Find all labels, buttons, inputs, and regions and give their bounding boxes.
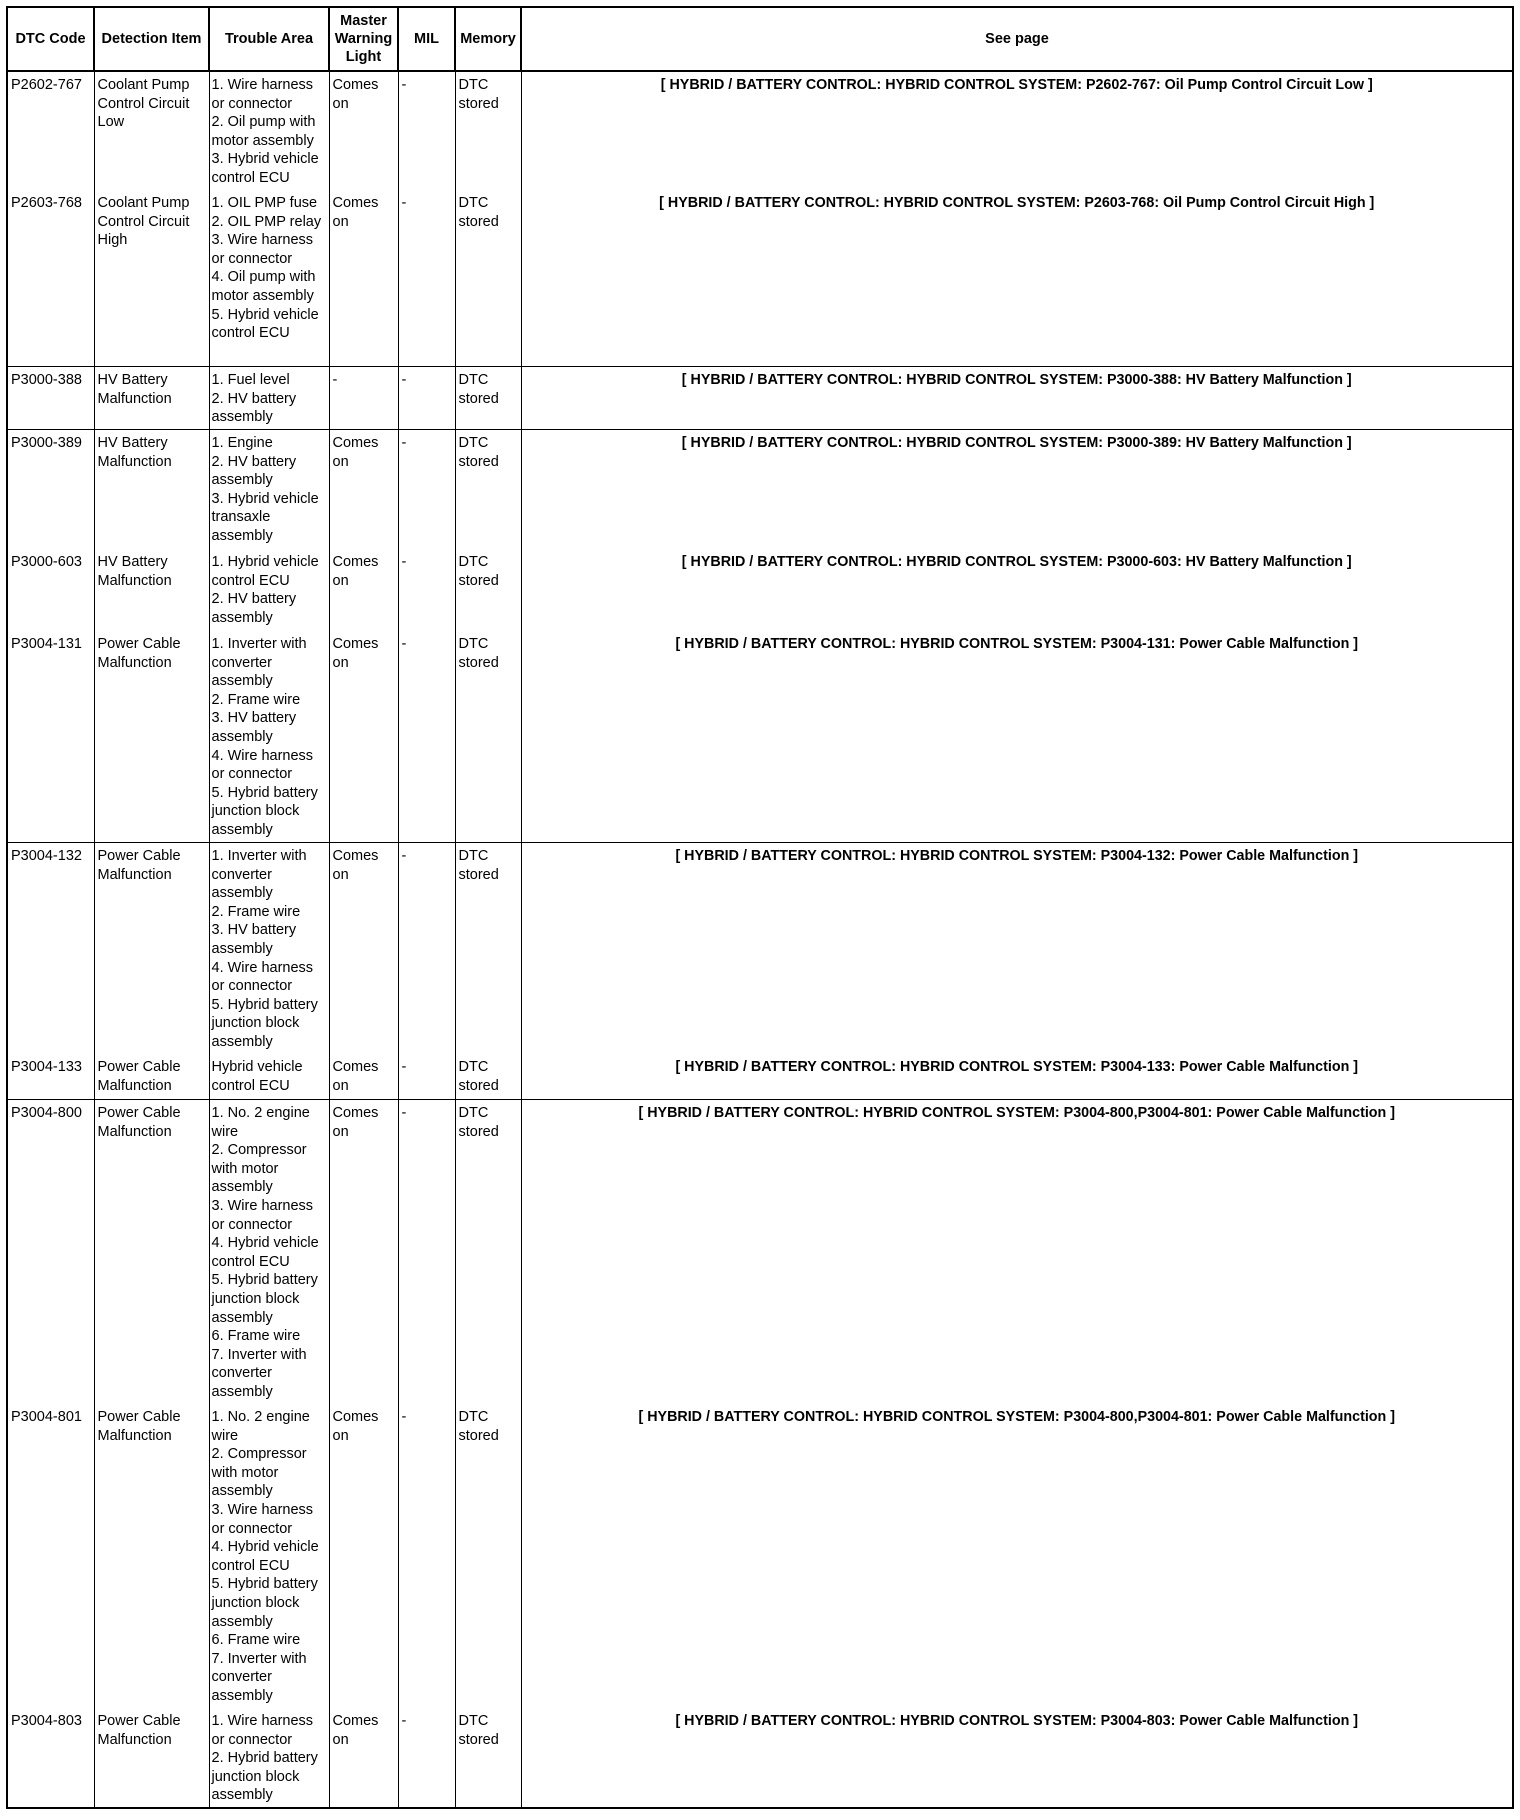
table-row xyxy=(7,1054,1513,1100)
master-warning-light-cell: Comes on xyxy=(329,1708,398,1808)
memory-cell: DTC stored xyxy=(455,71,521,190)
table-row xyxy=(7,631,1513,843)
trouble-area-cell: 1. Hybrid vehicle control ECU 2. HV battery assembly xyxy=(209,549,329,631)
trouble-area-cell: 1. Engine 2. HV battery assembly 3. Hybrid vehicle transaxle assembly xyxy=(209,430,329,550)
master-warning-light-cell: Comes on xyxy=(329,1054,398,1100)
table-row xyxy=(7,190,1513,367)
table-row xyxy=(7,1404,1513,1708)
dtc-code-cell: P2603-768 xyxy=(7,190,94,367)
see-page-link[interactable]: [ HYBRID / BATTERY CONTROL: HYBRID CONTROL SYSTEM: P3004-132: Power Cable Malfunction ] xyxy=(521,843,1513,1055)
header-trouble-area: Trouble Area xyxy=(209,7,329,71)
master-warning-light-cell: Comes on xyxy=(329,1100,398,1405)
mil-cell: - xyxy=(398,1054,455,1100)
detection-item-cell: Power Cable Malfunction xyxy=(94,843,209,1055)
memory-cell: DTC stored xyxy=(455,367,521,430)
master-warning-light-cell: Comes on xyxy=(329,843,398,1055)
table-row xyxy=(7,843,1513,1055)
see-page-link[interactable]: [ HYBRID / BATTERY CONTROL: HYBRID CONTROL SYSTEM: P3000-389: HV Battery Malfunction ] xyxy=(521,430,1513,550)
mil-cell: - xyxy=(398,631,455,843)
master-warning-light-cell: Comes on xyxy=(329,549,398,631)
table-row xyxy=(7,549,1513,631)
dtc-code-cell: P3004-801 xyxy=(7,1404,94,1708)
memory-cell: DTC stored xyxy=(455,843,521,1055)
master-warning-light-cell: - xyxy=(329,367,398,430)
header-row xyxy=(7,7,1513,71)
memory-cell: DTC stored xyxy=(455,1054,521,1100)
detection-item-cell: HV Battery Malfunction xyxy=(94,549,209,631)
trouble-area-cell: 1. OIL PMP fuse 2. OIL PMP relay 3. Wire harness or connector 4. Oil pump with motor assembly 5. Hybrid vehicle control ECU xyxy=(209,190,329,367)
dtc-code-cell: P3000-389 xyxy=(7,430,94,550)
mil-cell: - xyxy=(398,367,455,430)
detection-item-cell: HV Battery Malfunction xyxy=(94,430,209,550)
dtc-code-cell: P3000-603 xyxy=(7,549,94,631)
header-master-warning-light: Master Warning Light xyxy=(329,7,398,71)
master-warning-light-cell: Comes on xyxy=(329,430,398,550)
see-page-link[interactable]: [ HYBRID / BATTERY CONTROL: HYBRID CONTROL SYSTEM: P3004-131: Power Cable Malfunction ] xyxy=(521,631,1513,843)
trouble-area-cell: 1. Wire harness or connector 2. Oil pump with motor assembly 3. Hybrid vehicle control ECU xyxy=(209,71,329,190)
detection-item-cell: HV Battery Malfunction xyxy=(94,367,209,430)
dtc-table xyxy=(6,6,1514,1809)
see-page-link[interactable]: [ HYBRID / BATTERY CONTROL: HYBRID CONTROL SYSTEM: P3004-803: Power Cable Malfunction ] xyxy=(521,1708,1513,1808)
dtc-code-cell: P2602-767 xyxy=(7,71,94,190)
mil-cell: - xyxy=(398,190,455,367)
dtc-code-cell: P3004-131 xyxy=(7,631,94,843)
table-row xyxy=(7,367,1513,430)
header-dtc-code: DTC Code xyxy=(7,7,94,71)
see-page-link[interactable]: [ HYBRID / BATTERY CONTROL: HYBRID CONTROL SYSTEM: P3004-133: Power Cable Malfunction ] xyxy=(521,1054,1513,1100)
detection-item-cell: Power Cable Malfunction xyxy=(94,1054,209,1100)
detection-item-cell: Power Cable Malfunction xyxy=(94,1100,209,1405)
mil-cell: - xyxy=(398,1100,455,1405)
trouble-area-cell: 1. Fuel level 2. HV battery assembly xyxy=(209,367,329,430)
header-see-page: See page xyxy=(521,7,1513,71)
header-mil: MIL xyxy=(398,7,455,71)
see-page-link[interactable]: [ HYBRID / BATTERY CONTROL: HYBRID CONTROL SYSTEM: P3004-800,P3004-801: Power Cable Malfunction ] xyxy=(521,1100,1513,1405)
trouble-area-cell: 1. No. 2 engine wire 2. Compressor with motor assembly 3. Wire harness or connector 4. Hybrid vehicle control ECU 5. Hybrid battery junction block assembly 6. Frame wire 7. Inverter with converter assembly xyxy=(209,1100,329,1405)
memory-cell: DTC stored xyxy=(455,190,521,367)
trouble-area-cell: 1. Inverter with converter assembly 2. Frame wire 3. HV battery assembly 4. Wire harness or connector 5. Hybrid battery junction block assembly xyxy=(209,843,329,1055)
master-warning-light-cell: Comes on xyxy=(329,1404,398,1708)
table-row xyxy=(7,1708,1513,1808)
memory-cell: DTC stored xyxy=(455,1100,521,1405)
memory-cell: DTC stored xyxy=(455,549,521,631)
mil-cell: - xyxy=(398,1708,455,1808)
mil-cell: - xyxy=(398,549,455,631)
table-row xyxy=(7,71,1513,190)
trouble-area-cell: 1. No. 2 engine wire 2. Compressor with motor assembly 3. Wire harness or connector 4. Hybrid vehicle control ECU 5. Hybrid battery junction block assembly 6. Frame wire 7. Inverter with converter assembly xyxy=(209,1404,329,1708)
memory-cell: DTC stored xyxy=(455,430,521,550)
detection-item-cell: Power Cable Malfunction xyxy=(94,631,209,843)
see-page-link[interactable]: [ HYBRID / BATTERY CONTROL: HYBRID CONTROL SYSTEM: P2603-768: Oil Pump Control Circuit High ] xyxy=(521,190,1513,367)
see-page-link[interactable]: [ HYBRID / BATTERY CONTROL: HYBRID CONTROL SYSTEM: P3000-603: HV Battery Malfunction ] xyxy=(521,549,1513,631)
see-page-link[interactable]: [ HYBRID / BATTERY CONTROL: HYBRID CONTROL SYSTEM: P3004-800,P3004-801: Power Cable Malfunction ] xyxy=(521,1404,1513,1708)
master-warning-light-cell: Comes on xyxy=(329,71,398,190)
dtc-code-cell: P3004-132 xyxy=(7,843,94,1055)
header-detection-item: Detection Item xyxy=(94,7,209,71)
dtc-code-cell: P3004-133 xyxy=(7,1054,94,1100)
memory-cell: DTC stored xyxy=(455,1708,521,1808)
memory-cell: DTC stored xyxy=(455,631,521,843)
detection-item-cell: Coolant Pump Control Circuit Low xyxy=(94,71,209,190)
see-page-link[interactable]: [ HYBRID / BATTERY CONTROL: HYBRID CONTROL SYSTEM: P3000-388: HV Battery Malfunction ] xyxy=(521,367,1513,430)
memory-cell: DTC stored xyxy=(455,1404,521,1708)
header-memory: Memory xyxy=(455,7,521,71)
master-warning-light-cell: Comes on xyxy=(329,190,398,367)
mil-cell: - xyxy=(398,71,455,190)
detection-item-cell: Power Cable Malfunction xyxy=(94,1708,209,1808)
dtc-code-cell: P3004-803 xyxy=(7,1708,94,1808)
detection-item-cell: Coolant Pump Control Circuit High xyxy=(94,190,209,367)
see-page-link[interactable]: [ HYBRID / BATTERY CONTROL: HYBRID CONTROL SYSTEM: P2602-767: Oil Pump Control Circuit Low ] xyxy=(521,71,1513,190)
table-row xyxy=(7,430,1513,550)
trouble-area-cell: Hybrid vehicle control ECU xyxy=(209,1054,329,1100)
table-row xyxy=(7,1100,1513,1405)
dtc-document xyxy=(6,6,1514,1809)
trouble-area-cell: 1. Wire harness or connector 2. Hybrid battery junction block assembly xyxy=(209,1708,329,1808)
mil-cell: - xyxy=(398,1404,455,1708)
master-warning-light-cell: Comes on xyxy=(329,631,398,843)
trouble-area-cell: 1. Inverter with converter assembly 2. Frame wire 3. HV battery assembly 4. Wire harness or connector 5. Hybrid battery junction block assembly xyxy=(209,631,329,843)
dtc-code-cell: P3004-800 xyxy=(7,1100,94,1405)
mil-cell: - xyxy=(398,430,455,550)
mil-cell: - xyxy=(398,843,455,1055)
detection-item-cell: Power Cable Malfunction xyxy=(94,1404,209,1708)
dtc-code-cell: P3000-388 xyxy=(7,367,94,430)
